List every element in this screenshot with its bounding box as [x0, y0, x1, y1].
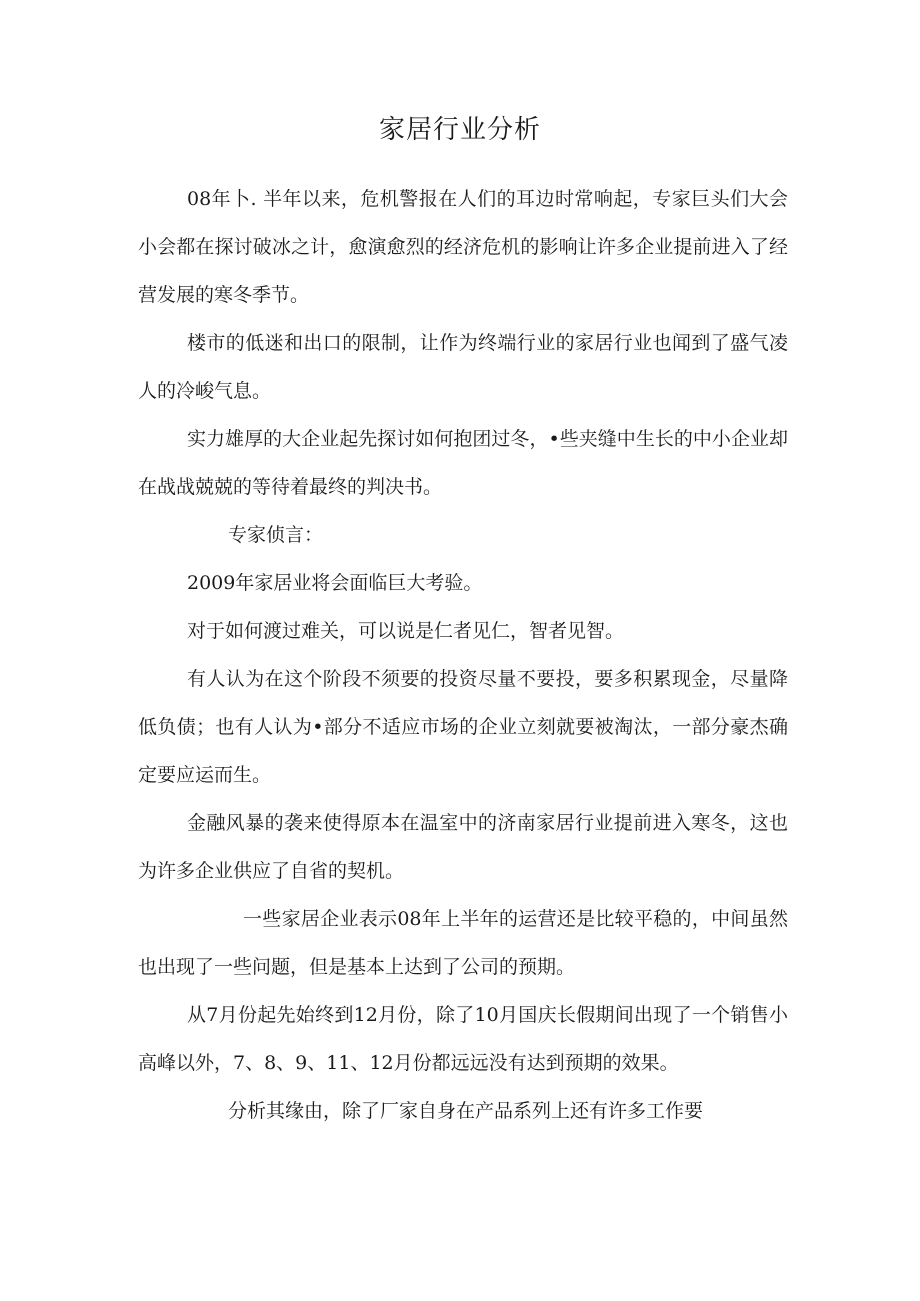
paragraph-2: 楼市的低迷和出口的限制，让作为终端行业的家居行业也闻到了盛气凌人的冷峻气息。 [138, 332, 788, 402]
paragraph-8: 金融风暴的袭来使得原本在温室中的济南家居行业提前进入寒冬，这也为许多企业供应了自省的契机。 [138, 812, 788, 882]
paragraph-1: 08年卜. 半年以来，危机警报在人们的耳边时常响起，专家巨头们大会小会都在探讨破冰之计，愈演愈烈的经济危机的影响让许多企业提前进入了经营发展的寒冬季节。 [138, 188, 788, 306]
paragraph-9: 一些家居企业表示08年上半年的运营还是比较平稳的，中间虽然也出现了一些问题，但是基本上达到了公司的预期。 [138, 908, 788, 978]
paragraph-6: 对于如何渡过难关，可以说是仁者见仁，智者见智。 [187, 620, 625, 642]
paragraph-11: 分析其缘由，除了厂家自身在产品系列上还有许多工作要 [228, 1100, 704, 1122]
paragraph-7: 有人认为在这个阶段不须要的投资尽量不要投，要多积累现金，尽量降低负债；也有人认为•部分不适应市场的企业立刻就要被淘汰，一部分豪杰确定要应运而生。 [138, 668, 788, 786]
paragraph-3: 实力雄厚的大企业起先探讨如何抱团过冬，•些夹缝中生长的中小企业却在战战兢兢的等待着最终的判决书。 [138, 428, 788, 498]
document-title: 家居行业分析 [378, 115, 541, 145]
paragraph-10: 从7月份起先始终到12月份，除了10月国庆长假期间出现了一个销售小高峰以外，7、8、9、11、12月份都远远没有达到预期的效果。 [138, 1004, 788, 1074]
paragraph-4: 专家侦言： [228, 524, 324, 546]
paragraph-5: 2009年家居业将会面临巨大考验。 [187, 572, 483, 594]
